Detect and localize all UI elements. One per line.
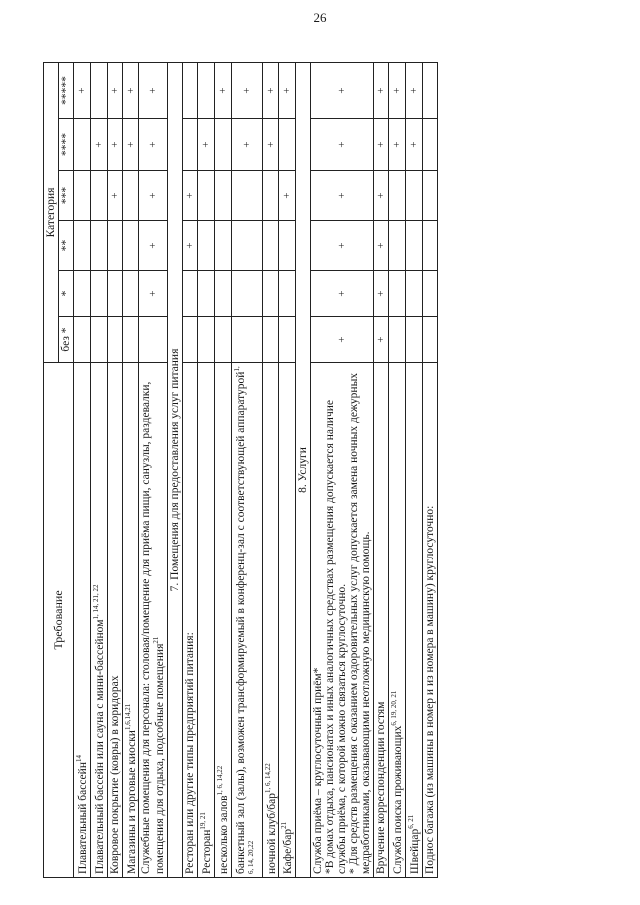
header-category-column: *****: [58, 62, 73, 118]
category-mark: [73, 170, 90, 220]
requirement-text: ночной клуб/бар: [264, 792, 277, 874]
header-category-column: ***: [58, 170, 73, 220]
category-mark: [422, 316, 437, 362]
table-row: [107, 62, 122, 877]
category-mark: [107, 316, 122, 362]
category-mark: [214, 270, 231, 316]
table-row: [90, 62, 107, 877]
footnote-ref: 1, 14, 21, 22: [91, 584, 100, 619]
category-mark: [182, 62, 197, 118]
category-mark: +: [373, 118, 388, 170]
footnote-ref: 19, 21: [198, 811, 207, 830]
category-mark: [405, 220, 422, 270]
requirement-cell: [422, 362, 437, 877]
requirements-table: [43, 61, 438, 877]
category-mark: +: [388, 118, 405, 170]
requirement-text: Плавательный бассейн или сауна с мини-бассейном: [93, 619, 106, 874]
requirement-text: Служебные помещения для персонала: столовая/помещение для приёма пищи, санузлы, раздевалки, помещения для отдыха, подсобные помещения: [139, 381, 166, 874]
table-row: [422, 62, 437, 877]
category-mark: [231, 170, 262, 220]
requirement-text: Швейцар: [408, 828, 421, 874]
category-mark: +: [90, 118, 107, 170]
category-mark: [262, 270, 279, 316]
header-category: Категория: [43, 62, 58, 362]
requirement-cell: [373, 362, 388, 877]
requirement-cell: [214, 362, 231, 877]
requirement-text: Ковровое покрытие (ковры) в коридорах: [108, 675, 121, 874]
category-mark: [197, 220, 214, 270]
requirement-text: Магазины и торговые киоски: [124, 729, 137, 874]
footnote-ref: 1, 6, 14,22: [215, 765, 224, 795]
section-heading: 8. Услуги: [295, 62, 310, 877]
category-mark: [278, 270, 295, 316]
requirement-cell: [310, 362, 373, 877]
category-mark: [107, 270, 122, 316]
category-mark: [122, 316, 139, 362]
footnote-ref: 14: [74, 754, 83, 762]
category-mark: [422, 270, 437, 316]
requirement-line: Служба приёма – круглосуточный приём*: [311, 667, 324, 874]
category-mark: +: [107, 118, 122, 170]
category-mark: +: [373, 220, 388, 270]
category-mark: +: [107, 170, 122, 220]
requirement-cell: [90, 362, 107, 877]
category-mark: [262, 220, 279, 270]
category-mark: [214, 118, 231, 170]
footnote-ref: 1, 6, 14, 20,22: [232, 365, 255, 874]
category-mark: +: [373, 62, 388, 118]
section-heading-row: [167, 62, 182, 877]
footnote-ref: 21: [151, 636, 160, 644]
table-row: [373, 62, 388, 877]
category-mark: [182, 118, 197, 170]
category-mark: +: [310, 220, 373, 270]
requirement-text: Кафе/бар: [281, 828, 294, 874]
requirement-cell: [388, 362, 405, 877]
header-category-column: **: [58, 220, 73, 270]
requirement-line: * Для средств размещения с оказанием оздоровительных услуг допускается замена ночных дежурных медработниками, оказывающими неотложную медицинскую помощь.: [347, 372, 372, 874]
category-mark: +: [182, 170, 197, 220]
category-mark: [122, 170, 139, 220]
category-mark: [278, 316, 295, 362]
requirement-cell: [138, 362, 167, 877]
requirement-cell: [278, 362, 295, 877]
category-mark: [278, 220, 295, 270]
requirement-cell: [262, 362, 279, 877]
category-mark: +: [405, 62, 422, 118]
table-body: [73, 62, 437, 877]
category-mark: [388, 170, 405, 220]
category-mark: [90, 62, 107, 118]
section-heading-row: [295, 62, 310, 877]
category-mark: [73, 316, 90, 362]
header-category-column: без *: [58, 316, 73, 362]
footnote-ref: 6, 21: [406, 814, 415, 829]
category-mark: [231, 220, 262, 270]
table-row: [310, 62, 373, 877]
requirement-cell: [231, 362, 262, 877]
category-mark: +: [138, 170, 167, 220]
category-mark: +: [388, 62, 405, 118]
category-mark: [197, 62, 214, 118]
category-mark: +: [197, 118, 214, 170]
category-mark: +: [138, 270, 167, 316]
requirement-cell: [182, 362, 197, 877]
requirement-text: Служба поиска проживающих: [391, 725, 404, 874]
requirement-cell: [197, 362, 214, 877]
category-mark: [388, 220, 405, 270]
category-mark: [107, 220, 122, 270]
requirement-text: несколько залов: [217, 794, 230, 874]
requirement-cell: [73, 362, 90, 877]
category-mark: +: [138, 118, 167, 170]
category-mark: +: [310, 62, 373, 118]
category-mark: +: [278, 62, 295, 118]
table-row: [73, 62, 90, 877]
category-mark: +: [122, 118, 139, 170]
table-row: [138, 62, 167, 877]
category-mark: [405, 170, 422, 220]
category-mark: [73, 220, 90, 270]
category-mark: +: [262, 62, 279, 118]
category-mark: [422, 220, 437, 270]
category-mark: [90, 270, 107, 316]
table-row: [182, 62, 197, 877]
category-mark: [197, 170, 214, 220]
category-mark: [422, 62, 437, 118]
category-mark: +: [231, 118, 262, 170]
category-mark: [197, 316, 214, 362]
category-mark: +: [182, 220, 197, 270]
category-mark: [73, 270, 90, 316]
category-mark: +: [373, 170, 388, 220]
table-row: [214, 62, 231, 877]
footnote-ref: 1, 6, 14,22: [263, 762, 272, 793]
category-mark: +: [73, 62, 90, 118]
table-row: [388, 62, 405, 877]
category-mark: +: [310, 170, 373, 220]
category-mark: [122, 270, 139, 316]
category-mark: [231, 316, 262, 362]
header-category-column: ****: [58, 118, 73, 170]
table-row: [122, 62, 139, 877]
category-mark: +: [107, 62, 122, 118]
footnote-ref: 1,6,14,21: [123, 703, 132, 730]
requirement-text: Ресторан или другие типы предприятий питания:: [183, 631, 196, 874]
category-mark: +: [122, 62, 139, 118]
category-mark: [405, 316, 422, 362]
category-mark: [262, 316, 279, 362]
category-mark: [214, 316, 231, 362]
footnote-ref: 6, 19, 20, 21: [389, 690, 398, 726]
requirement-cell: [107, 362, 122, 877]
header-requirement: Требование: [43, 362, 73, 877]
category-mark: +: [405, 118, 422, 170]
category-mark: [231, 270, 262, 316]
category-mark: [422, 170, 437, 220]
category-mark: [90, 220, 107, 270]
category-mark: +: [310, 316, 373, 362]
category-mark: [278, 118, 295, 170]
header-category-column: *: [58, 270, 73, 316]
category-mark: [214, 220, 231, 270]
requirement-text: Вручение корреспонденции гостям: [374, 701, 387, 874]
section-heading: 7. Помещения для предоставления услуг питания: [167, 62, 182, 877]
category-mark: [138, 316, 167, 362]
category-mark: [214, 170, 231, 220]
category-mark: +: [214, 62, 231, 118]
table-row: [278, 62, 295, 877]
category-mark: +: [138, 220, 167, 270]
category-mark: +: [373, 316, 388, 362]
category-mark: +: [262, 118, 279, 170]
requirement-text: Поднос багажа (из машины в номер и из номера в машину) круглосуточно:: [423, 505, 436, 874]
category-mark: [73, 118, 90, 170]
category-mark: +: [310, 118, 373, 170]
category-mark: +: [373, 270, 388, 316]
table-header: [43, 62, 73, 877]
requirement-text: Ресторан: [200, 829, 213, 874]
table-row: [262, 62, 279, 877]
requirement-line: *В домах отдыха, пансионатах и иных аналогичных средствах размещения допускается наличие службы приёма, с которой можно связаться круглосуточно.: [323, 399, 348, 874]
requirement-cell: [405, 362, 422, 877]
table-row: [405, 62, 422, 877]
footnote-ref: 21: [279, 821, 288, 829]
category-mark: +: [138, 62, 167, 118]
category-mark: [388, 316, 405, 362]
category-mark: +: [231, 62, 262, 118]
category-mark: [90, 316, 107, 362]
category-mark: [182, 316, 197, 362]
category-mark: [388, 270, 405, 316]
requirement-text: банкетный зал (залы), возможен трансформируемый в конференц-зал с соответствующей аппаратурой: [234, 371, 247, 874]
category-mark: [197, 270, 214, 316]
category-mark: [422, 118, 437, 170]
category-mark: [122, 220, 139, 270]
category-mark: [182, 270, 197, 316]
page-number: 26: [313, 10, 327, 25]
category-mark: [262, 170, 279, 220]
rotated-table-frame: [43, 63, 598, 878]
table-row: [197, 62, 214, 877]
requirement-text: Плавательный бассейн: [76, 761, 89, 874]
table-row: [231, 62, 262, 877]
category-mark: [405, 270, 422, 316]
requirement-cell: [122, 362, 139, 877]
category-mark: [90, 170, 107, 220]
category-mark: +: [278, 170, 295, 220]
category-mark: +: [310, 270, 373, 316]
